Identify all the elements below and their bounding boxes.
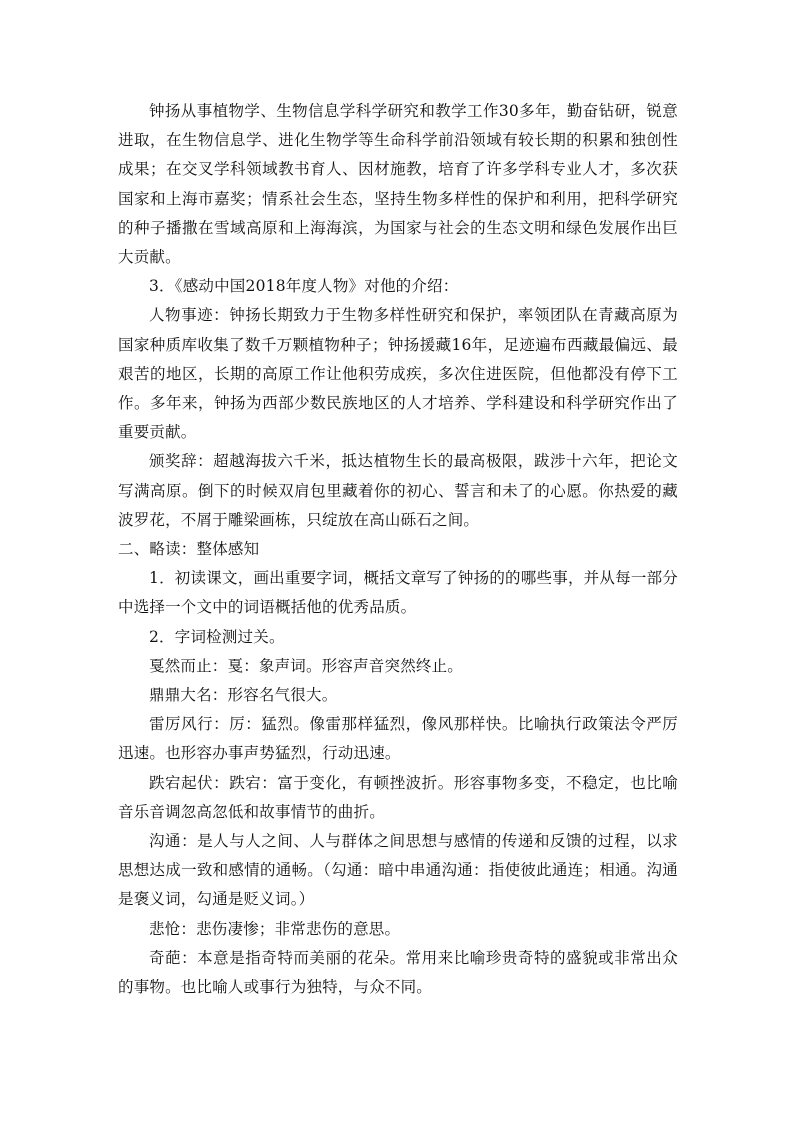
paragraph-award-speech: 颁奖辞：超越海拔六千米，抵达植物生长的最高极限，跋涉十六年，把论文写满高原。倒下的时候双肩包里藏着你的初心、誓言和未了的心愿。你热爱的藏波罗花，不屑于雕梁画栋，只绽放在高山砾石之间。 <box>118 452 678 529</box>
vocab-diedangqifu: 跌宕起伏：跌宕：富于变化，有顿挫波折。形容事物多变，不稳定，也比喻音乐音调忽高忽低和故事情节的曲折。 <box>118 773 678 821</box>
vocab-dingdingdaming: 鼎鼎大名：形容名气很大。 <box>149 686 338 705</box>
paragraph-task-1: 1．初读课文，画出重要字词，概括文章写了钟扬的的哪些事，并从每一部分中选择一个文中的词语概括他的优秀品质。 <box>118 569 678 617</box>
vocab-qipa: 奇葩：本意是指奇特而美丽的花朵。常用来比喻珍贵奇特的盛貌或非常出众的事物。也比喻人或事行为独特，与众不同。 <box>118 948 678 997</box>
document-body <box>118 97 678 1002</box>
vocab-leilifengxing: 雷厉风行：厉：猛烈。像雷那样猛烈，像风那样快。比喻执行政策法令严厉迅速。也形容办事声势猛烈，行动迅速。 <box>118 715 678 763</box>
paragraph-item-3-title: 3．《感动中国2018年度人物》对他的介绍： <box>149 277 459 296</box>
vocab-beichuang: 悲怆：悲伤凄惨；非常悲伤的意思。 <box>149 919 401 938</box>
paragraph-zhongyang-research: 钟扬从事植物学、生物信息学科学研究和教学工作30多年，勤奋钻研，锐意进取，在生物信息学、进化生物学等生命科学前沿领域有较长期的积累和独创性成果；在交叉学科领域教书育人、因材施教，培育了许多学科专业人才，多次获国家和上海市嘉奖；情系社会生态，坚持生物多样性的保护和利用，把科学研究的种子播撒在雪域高原和上海海滨，为国家与社会的生态文明和绿色发展作出巨大贡献。 <box>118 102 678 267</box>
vocab-goutong: 沟通：是人与人之间、人与群体之间思想与感情的传递和反馈的过程，以求思想达成一致和感情的通畅。（勾通：暗中串通沟通：指使彼此通连；相通。沟通是褒义词，勾通是贬义词。） <box>118 832 678 909</box>
vocab-jiaranerzhi: 戛然而止：戛：象声词。形容声音突然终止。 <box>149 656 464 675</box>
section-heading-skim-reading: 二、略读：整体感知 <box>118 540 260 559</box>
paragraph-deeds: 人物事迹：钟扬长期致力于生物多样性研究和保护，率领团队在青藏高原为国家种质库收集了数千万颗植物种子；钟扬援藏16年，足迹遍布西藏最偏远、最艰苦的地区，长期的高原工作让他积劳成疾，多次住进医院，但他都没有停下工作。多年来，钟扬为西部少数民族地区的人才培养、学科建设和科学研究作出了重要贡献。 <box>118 306 678 442</box>
paragraph-task-2: 2．字词检测过关。 <box>149 627 285 646</box>
